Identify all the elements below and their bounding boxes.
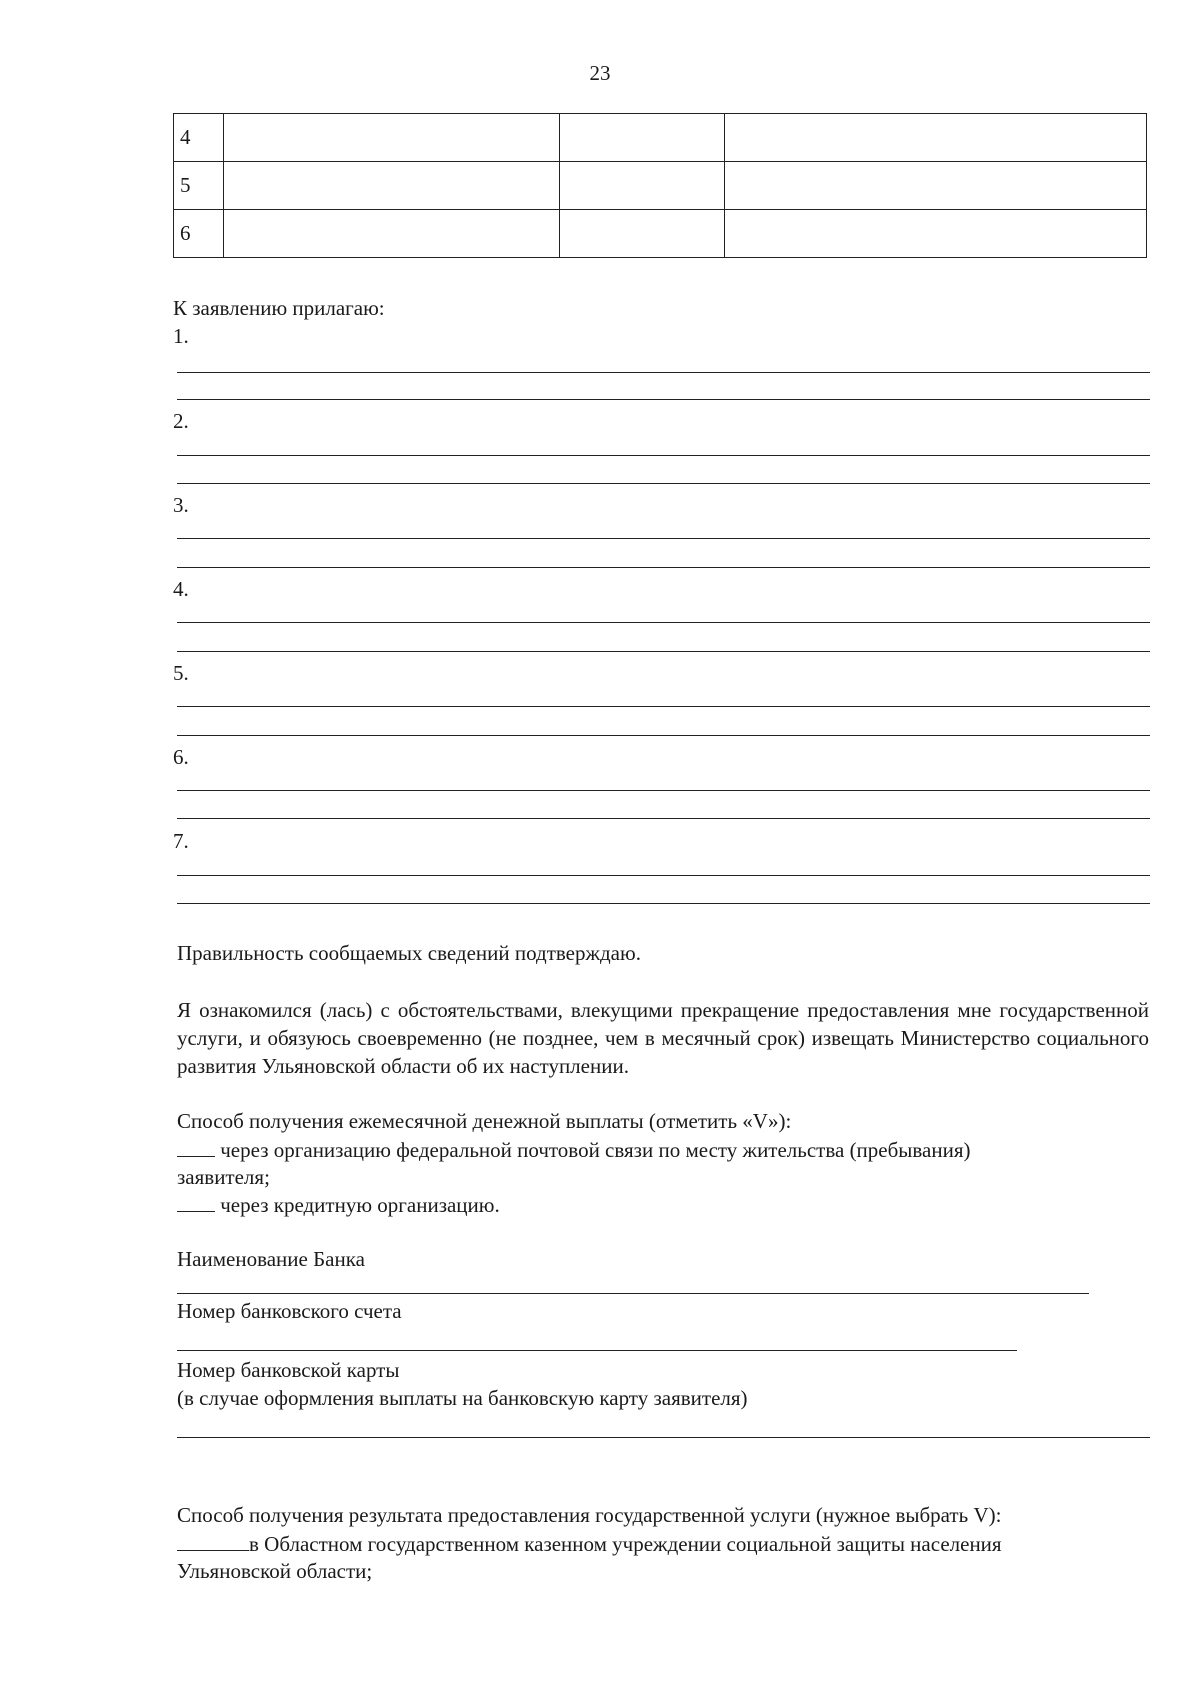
bank-name-field[interactable]: [177, 1293, 1089, 1294]
attachment-line[interactable]: [177, 483, 1150, 484]
attachment-line[interactable]: [177, 706, 1150, 707]
attachment-line[interactable]: [177, 538, 1150, 539]
payment-method-heading: Способ получения ежемесячной денежной выплаты (отметить «V»):: [177, 1109, 792, 1133]
attachment-line[interactable]: [177, 567, 1150, 568]
table-cell[interactable]: [560, 210, 725, 258]
table-cell[interactable]: [224, 114, 560, 162]
attachment-line[interactable]: [177, 372, 1150, 373]
attachments-heading: К заявлению прилагаю:: [173, 296, 385, 320]
result-option: [177, 1530, 1149, 1558]
result-option-label-cont: Ульяновской области;: [177, 1559, 373, 1583]
row-number: 6: [174, 210, 224, 258]
attachment-number: 3.: [173, 493, 189, 517]
checkbox-blank[interactable]: [177, 1140, 215, 1157]
result-method-heading: Способ получения результата предоставления государственной услуги (нужное выбрать V):: [177, 1503, 1002, 1527]
table-cell[interactable]: [224, 162, 560, 210]
payment-option-bank: [177, 1192, 500, 1218]
checkbox-blank[interactable]: [177, 1534, 249, 1551]
table-cell[interactable]: [560, 114, 725, 162]
bank-card-note: (в случае оформления выплаты на банковскую карту заявителя): [177, 1386, 748, 1410]
row-number: 5: [174, 162, 224, 210]
applicant-table: [173, 113, 1147, 258]
payment-option-post-label-cont: заявителя;: [177, 1165, 270, 1189]
attachment-number: 2.: [173, 409, 189, 433]
attachment-line[interactable]: [177, 455, 1150, 456]
attachment-line[interactable]: [177, 622, 1150, 623]
table-cell[interactable]: [725, 114, 1147, 162]
page-number: 23: [589, 61, 611, 85]
payment-option-bank-label: через кредитную организацию.: [215, 1193, 500, 1217]
row-number: 4: [174, 114, 224, 162]
table-cell[interactable]: [725, 162, 1147, 210]
bank-name-label: Наименование Банка: [177, 1247, 365, 1271]
table-cell[interactable]: [560, 162, 725, 210]
attachment-number: 4.: [173, 577, 189, 601]
attachment-line[interactable]: [177, 399, 1150, 400]
table-cell[interactable]: [725, 210, 1147, 258]
payment-option-post-label: через организацию федеральной почтовой связи по месту жительства (пребывания): [215, 1138, 971, 1162]
attachment-line[interactable]: [177, 903, 1150, 904]
attachment-number: 7.: [173, 829, 189, 853]
attachment-line[interactable]: [177, 875, 1150, 876]
acknowledgement-text: Я ознакомился (лась) с обстоятельствами, влекущими прекращение предоставления мне государственной услуги, и обязуюсь своевременно (не позднее, чем в месячный срок) извещать Министерство социального развития Ульяновской области об их наступлении.: [177, 998, 1149, 1078]
attachment-line[interactable]: [177, 790, 1150, 791]
attachment-line[interactable]: [177, 651, 1150, 652]
bank-account-field[interactable]: [177, 1350, 1017, 1351]
payment-option-post: [177, 1136, 1149, 1164]
attachment-number: 6.: [173, 745, 189, 769]
checkbox-blank[interactable]: [177, 1195, 215, 1212]
table-row: [174, 162, 1147, 210]
attachment-line[interactable]: [177, 735, 1150, 736]
bank-card-field[interactable]: [177, 1437, 1150, 1438]
attachment-line[interactable]: [177, 818, 1150, 819]
table-cell[interactable]: [224, 210, 560, 258]
attachment-number: 5.: [173, 661, 189, 685]
table-row: [174, 114, 1147, 162]
bank-account-label: Номер банковского счета: [177, 1299, 402, 1323]
result-option-label: в Областном государственном казенном учреждении социальной защиты населения: [249, 1532, 1002, 1556]
bank-card-label: Номер банковской карты: [177, 1358, 400, 1382]
table-row: [174, 210, 1147, 258]
confirmation-text: Правильность сообщаемых сведений подтверждаю.: [177, 941, 641, 965]
attachment-number: 1.: [173, 324, 189, 348]
